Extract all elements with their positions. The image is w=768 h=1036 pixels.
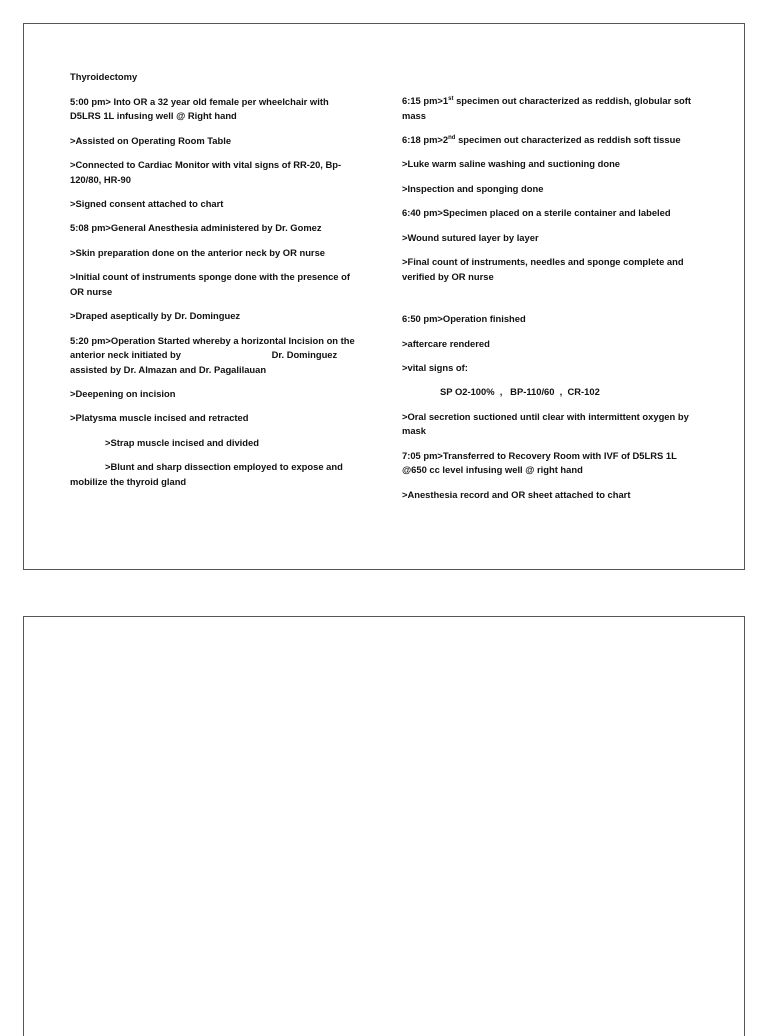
note-entry-aftercare: >aftercare rendered xyxy=(402,337,490,349)
specimen-2-desc: specimen out characterized as reddish soft tissue xyxy=(455,133,681,145)
note-entry-initial-count: >Initial count of instruments sponge done with the presence of OR nurse xyxy=(70,271,350,297)
note-entry-deepening: >Deepening on incision xyxy=(70,388,176,400)
document-title: Thyroidectomy xyxy=(70,71,138,82)
note-entry-assisted: >Assisted on Operating Room Table xyxy=(70,134,232,146)
note-entry-operation-finished: 6:50 pm>Operation finished xyxy=(402,313,526,325)
specimen-2-ordinal: nd xyxy=(448,134,456,141)
note-entry-blunt-dissection xyxy=(70,460,358,489)
note-entry-vital-signs-values: SP O2-100% , BP-110/60 , CR-102 xyxy=(440,386,600,398)
note-entry-strap-muscle: >Strap muscle incised and divided xyxy=(105,436,259,448)
operation-started-text: 5:20 pm>Operation Started whereby a horizontal Incision on the anterior neck initiated by xyxy=(70,334,355,361)
note-entry-inspection: >Inspection and sponging done xyxy=(402,182,544,194)
operation-started-surgeons: Dr. Dominguez assisted by Dr. Almazan and Dr. Pagalilauan xyxy=(70,349,338,375)
note-entry-specimen-1 xyxy=(402,94,697,123)
note-entry-skin-prep: >Skin preparation done on the anterior neck by OR nurse xyxy=(70,246,326,258)
note-entry-consent: >Signed consent attached to chart xyxy=(70,197,224,209)
specimen-1-time: 6:15 pm>1 xyxy=(402,95,449,106)
note-entry-specimen-placed: 6:40 pm>Specimen placed on a sterile container and labeled xyxy=(402,207,671,219)
note-entry-anesthesia-record: >Anesthesia record and OR sheet attached to chart xyxy=(402,488,631,500)
note-entry-platysma: >Platysma muscle incised and retracted xyxy=(70,412,249,424)
note-entry-cardiac-monitor: >Connected to Cardiac Monitor with vital signs of RR-20, Bp-120/80, HR-90 xyxy=(70,158,342,185)
note-entry-saline-wash: >Luke warm saline washing and suctioning done xyxy=(402,158,621,170)
right-column xyxy=(402,94,697,512)
note-entry-wound-sutured: >Wound sutured layer by layer xyxy=(402,231,539,243)
note-entry-final-count: >Final count of instruments, needles and sponge complete and verified by OR nurse xyxy=(402,255,684,282)
page-2 xyxy=(23,616,745,1036)
note-entry-vital-signs-label: >vital signs of: xyxy=(402,361,468,373)
left-column xyxy=(70,70,358,499)
note-entry-into-or: 5:00 pm> Into OR a 32 year old female per wheelchair with D5LRS 1L infusing well @ Right hand xyxy=(70,95,329,122)
note-entry-draped: >Draped aseptically by Dr. Dominguez xyxy=(70,310,241,322)
blunt-dissection-text: >Blunt and sharp dissection employed to expose and mobilize the thyroid gland xyxy=(70,461,343,487)
specimen-1-desc: specimen out characterized as reddish, globular soft mass xyxy=(402,95,692,121)
note-entry-operation-started xyxy=(70,334,358,378)
note-entry-specimen-2 xyxy=(402,133,697,148)
specimen-1-ordinal: st xyxy=(448,95,454,102)
specimen-2-time: 6:18 pm>2 xyxy=(402,133,449,145)
note-entry-oral-secretion: >Oral secretion suctioned until clear with intermittent oxygen by mask xyxy=(402,410,689,437)
note-entry-transferred: 7:05 pm>Transferred to Recovery Room with IVF of D5LRS 1L @650 cc level infusing well @ right hand xyxy=(402,449,677,476)
note-entry-anesthesia: 5:08 pm>General Anesthesia administered by Dr. Gomez xyxy=(70,222,322,234)
page-1 xyxy=(23,23,745,570)
